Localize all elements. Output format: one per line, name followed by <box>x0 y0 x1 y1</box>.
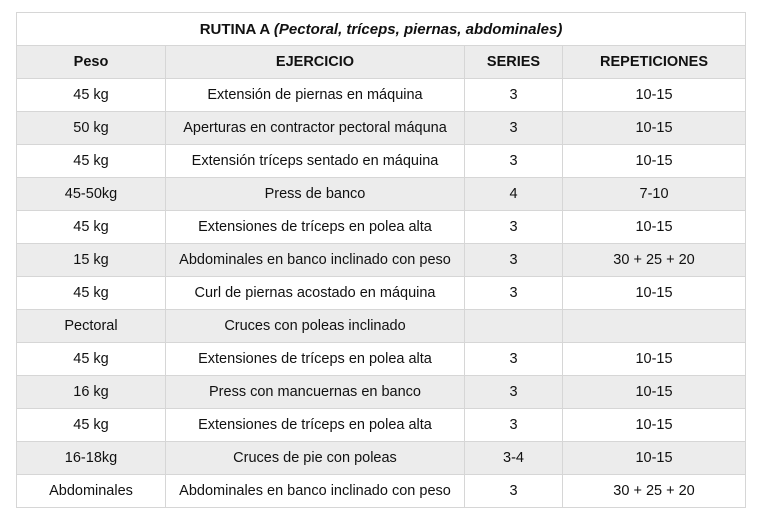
cell-ejercicio: Aperturas en contractor pectoral máquna <box>166 112 465 145</box>
cell-peso: Abdominales <box>17 475 166 508</box>
cell-series: 3 <box>465 409 563 442</box>
table-row <box>17 277 746 310</box>
table-row <box>17 244 746 277</box>
cell-series: 3 <box>465 211 563 244</box>
cell-repeticiones: 10-15 <box>563 145 746 178</box>
cell-series: 3 <box>465 112 563 145</box>
cell-peso: 16-18kg <box>17 442 166 475</box>
table-row <box>17 442 746 475</box>
table-title <box>17 13 746 46</box>
cell-series: 3-4 <box>465 442 563 475</box>
title-text: RUTINA A <box>199 20 270 38</box>
routine-table <box>16 12 746 508</box>
table-row <box>17 475 746 508</box>
table-row <box>17 79 746 112</box>
table-body <box>17 79 746 508</box>
cell-peso: 45 kg <box>17 79 166 112</box>
cell-peso: 45 kg <box>17 277 166 310</box>
cell-peso: 45 kg <box>17 211 166 244</box>
table-row <box>17 376 746 409</box>
table-row <box>17 343 746 376</box>
cell-ejercicio: Extensiones de tríceps en polea alta <box>166 211 465 244</box>
cell-peso: Pectoral <box>17 310 166 343</box>
header-ejercicio: EJERCICIO <box>166 46 465 79</box>
cell-repeticiones: 10-15 <box>563 112 746 145</box>
cell-series <box>465 310 563 343</box>
cell-series: 3 <box>465 244 563 277</box>
header-series: SERIES <box>465 46 563 79</box>
cell-repeticiones: 10-15 <box>563 211 746 244</box>
cell-ejercicio: Cruces con poleas inclinado <box>166 310 465 343</box>
cell-series: 3 <box>465 475 563 508</box>
workout-sheet <box>16 12 745 508</box>
cell-ejercicio: Extensiones de tríceps en polea alta <box>166 343 465 376</box>
table-row <box>17 145 746 178</box>
table-row <box>17 178 746 211</box>
cell-ejercicio: Curl de piernas acostado en máquina <box>166 277 465 310</box>
cell-series: 3 <box>465 343 563 376</box>
cell-peso: 45 kg <box>17 145 166 178</box>
cell-peso: 16 kg <box>17 376 166 409</box>
cell-series: 3 <box>465 376 563 409</box>
header-row <box>17 46 746 79</box>
cell-repeticiones: 10-15 <box>563 442 746 475</box>
cell-series: 3 <box>465 145 563 178</box>
cell-ejercicio: Abdominales en banco inclinado con peso <box>166 475 465 508</box>
cell-repeticiones: 30 + 25 + 20 <box>563 244 746 277</box>
cell-repeticiones: 10-15 <box>563 277 746 310</box>
header-peso: Peso <box>17 46 166 79</box>
header-repeticiones: REPETICIONES <box>563 46 746 79</box>
cell-ejercicio: Press con mancuernas en banco <box>166 376 465 409</box>
cell-repeticiones: 7-10 <box>563 178 746 211</box>
cell-series: 3 <box>465 277 563 310</box>
cell-peso: 50 kg <box>17 112 166 145</box>
table-row <box>17 409 746 442</box>
cell-ejercicio: Abdominales en banco inclinado con peso <box>166 244 465 277</box>
cell-ejercicio: Extensiones de tríceps en polea alta <box>166 409 465 442</box>
table-row <box>17 310 746 343</box>
cell-series: 4 <box>465 178 563 211</box>
cell-ejercicio: Extensión de piernas en máquina <box>166 79 465 112</box>
cell-repeticiones: 10-15 <box>563 343 746 376</box>
cell-ejercicio: Cruces de pie con poleas <box>166 442 465 475</box>
cell-repeticiones: 10-15 <box>563 409 746 442</box>
title-subtitle: (Pectoral, tríceps, piernas, abdominales) <box>273 20 563 38</box>
title-row <box>17 13 746 46</box>
table-row <box>17 112 746 145</box>
cell-ejercicio: Press de banco <box>166 178 465 211</box>
cell-ejercicio: Extensión tríceps sentado en máquina <box>166 145 465 178</box>
cell-repeticiones: 30 + 25 + 20 <box>563 475 746 508</box>
cell-series: 3 <box>465 79 563 112</box>
cell-repeticiones: 10-15 <box>563 79 746 112</box>
table-row <box>17 211 746 244</box>
cell-repeticiones: 10-15 <box>563 376 746 409</box>
cell-peso: 15 kg <box>17 244 166 277</box>
cell-repeticiones <box>563 310 746 343</box>
cell-peso: 45 kg <box>17 409 166 442</box>
cell-peso: 45-50kg <box>17 178 166 211</box>
cell-peso: 45 kg <box>17 343 166 376</box>
